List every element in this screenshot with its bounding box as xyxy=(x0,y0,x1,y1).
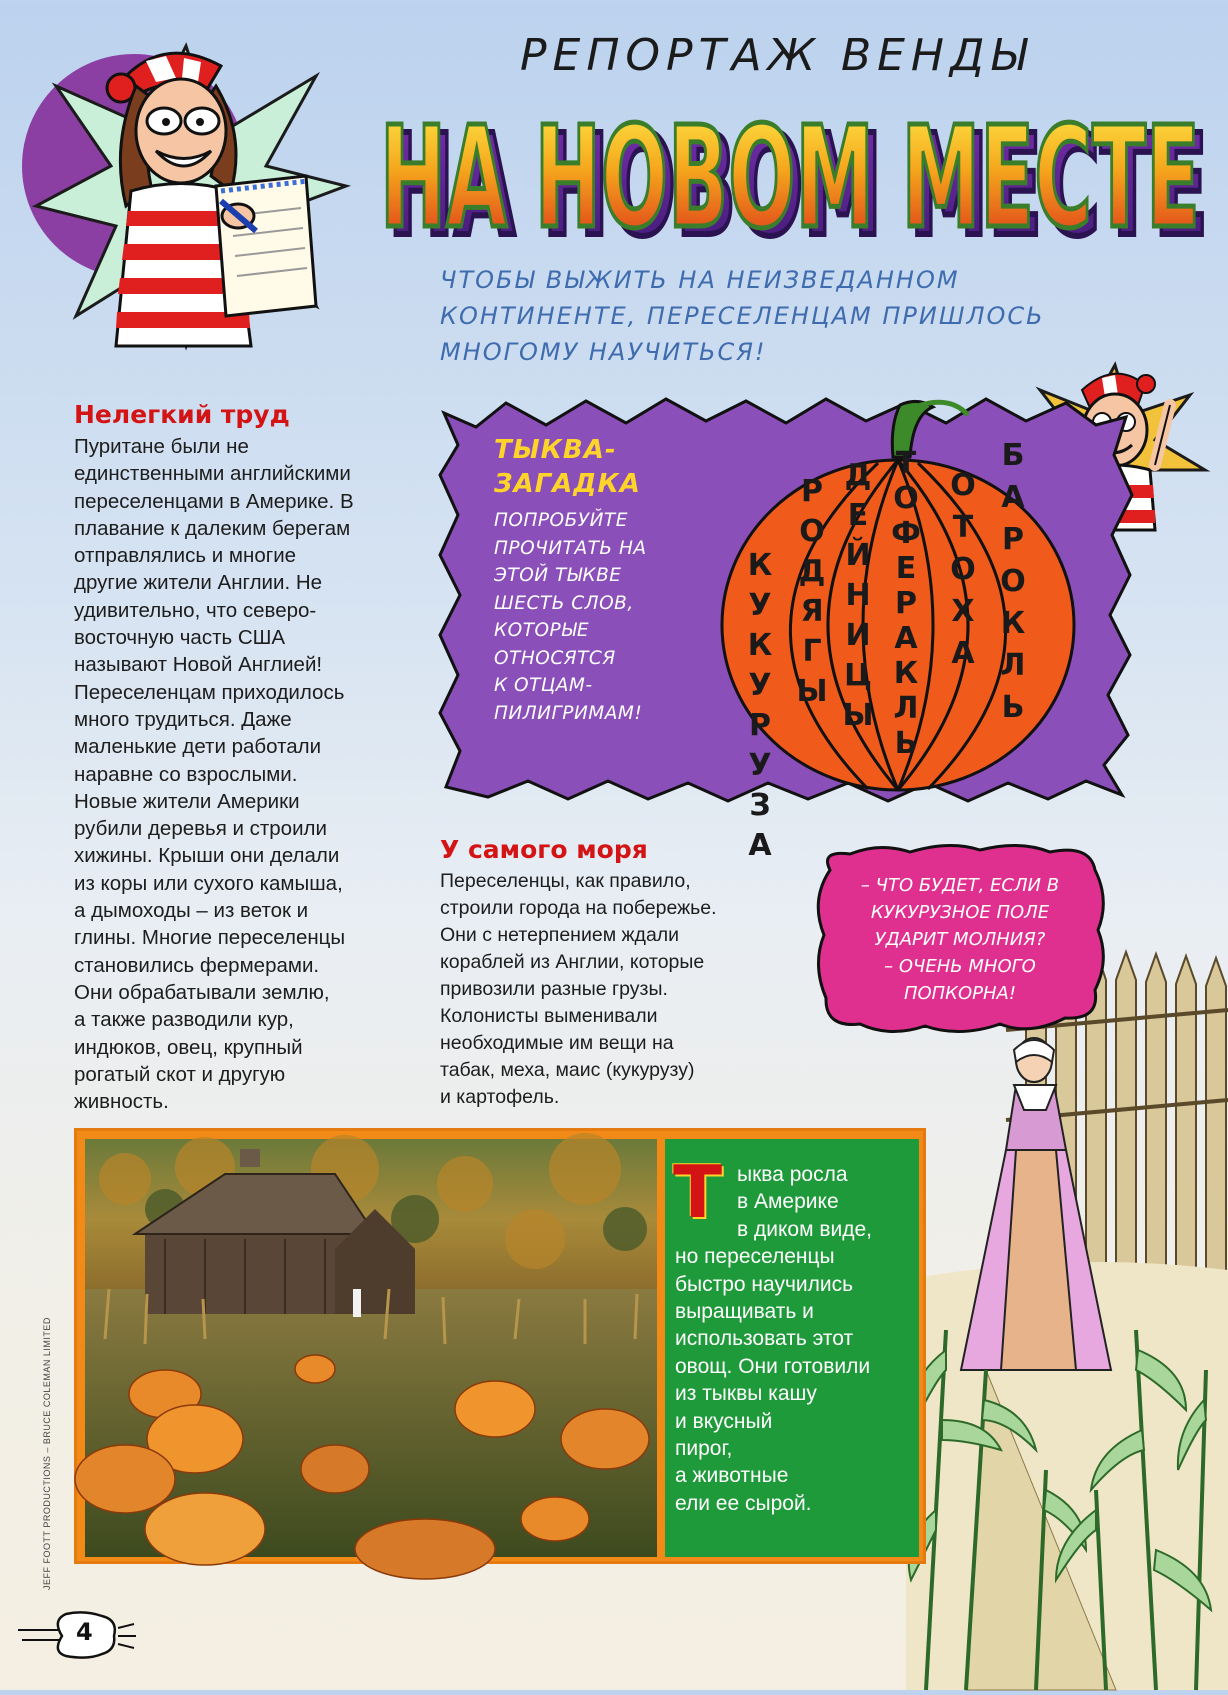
page-title xyxy=(370,97,1220,268)
puzzle-text-line: КОТОРЫЕ xyxy=(494,620,590,641)
text-line: маленькие дети работали xyxy=(74,735,322,759)
pumpkin-letter: З xyxy=(749,788,771,823)
pumpkin-letter: Н xyxy=(845,578,871,613)
pumpkin-letter: А xyxy=(1001,480,1025,515)
text-line: глины. Многие переселенцы xyxy=(74,926,346,950)
pumpkin-letter: А xyxy=(894,621,918,656)
section-body xyxy=(74,433,404,1115)
caption-line: ыква росла xyxy=(737,1163,848,1186)
text-line: Переселенцам приходилось xyxy=(74,680,345,704)
drop-cap: Т xyxy=(673,1150,723,1234)
section-hard-work xyxy=(74,400,404,1115)
puzzle-text-line: ПИЛИГРИМАМ! xyxy=(494,702,643,724)
text-line: много трудиться. Даже xyxy=(74,707,292,731)
puzzle-title-line: ТЫКВА- xyxy=(494,435,617,465)
header-lead xyxy=(440,262,1140,370)
pumpkin-letter: Л xyxy=(1000,648,1026,683)
pumpkin-letter: Т xyxy=(952,510,974,545)
pumpkin-letter: У xyxy=(748,668,772,703)
caption-line: в Америке xyxy=(737,1190,839,1214)
text-line: хижины. Крыши они делали xyxy=(74,844,340,868)
pumpkin-letter: Я xyxy=(800,594,824,629)
pumpkin-letter: Ы xyxy=(842,698,874,733)
text-line: Колонисты выменивали xyxy=(440,1005,658,1027)
pumpkin-letter: А xyxy=(748,828,772,863)
caption-line: использовать этот xyxy=(675,1327,854,1351)
pumpkin-field-photo xyxy=(85,1139,657,1557)
puzzle-text-line: ЭТОЙ ТЫКВЕ xyxy=(494,565,622,586)
caption-line: из тыквы кашу xyxy=(675,1382,817,1406)
pumpkin-letter: Р xyxy=(895,586,917,621)
text-line: другие жители Англии. Не xyxy=(74,571,323,595)
joke-bubble xyxy=(810,840,1110,1040)
pumpkin-letter: У xyxy=(748,748,772,783)
pumpkin-letter: Й xyxy=(845,538,871,573)
text-line: кораблей из Англии, которые xyxy=(440,951,705,973)
puzzle-title xyxy=(494,433,641,501)
lead-line: КОНТИНЕНТЕ, ПЕРЕСЕЛЕНЦАМ ПРИШЛОСЬ xyxy=(440,302,1045,330)
caption-line: ели ее сырой. xyxy=(675,1491,812,1515)
text-line: переселенцами в Америке. В xyxy=(74,489,354,513)
wenda-illustration xyxy=(16,16,416,376)
text-line: Они обрабатывали землю, xyxy=(74,980,330,1004)
pumpkin-letter: О xyxy=(950,552,976,587)
caption-line: но переселенцы xyxy=(675,1245,835,1269)
pumpkin-letter: Б xyxy=(1001,438,1025,473)
pumpkin-letter: Р xyxy=(749,708,771,743)
page-title-text: НА НОВОМ МЕСТЕ xyxy=(380,97,1200,260)
caption-line: в диком виде, xyxy=(737,1217,873,1241)
pumpkin-letter: Р xyxy=(801,474,823,509)
pumpkin-letter: Р xyxy=(1002,522,1024,557)
header-kicker: РЕПОРТАЖ ВЕНДЫ xyxy=(520,30,1033,81)
pumpkin-letter: Ь xyxy=(894,726,918,761)
page-title-shadow: НА НОВОМ МЕСТЕ xyxy=(388,105,1208,268)
text-line: Пуритане были не xyxy=(74,435,249,458)
joke-line: – ЧТО БУДЕТ, ЕСЛИ В xyxy=(860,875,1060,896)
settler-woman-illustration xyxy=(906,950,1228,1690)
photo-credit: JEFF FOOTT PRODUCTIONS – BRUCE COLEMAN LIMITED xyxy=(42,1317,52,1590)
puzzle-text-line: ПРОЧИТАТЬ НА xyxy=(494,537,647,559)
text-line: Новые жители Америки xyxy=(74,789,300,813)
caption-line: быстро научились xyxy=(675,1272,854,1296)
pumpkin-letter: У xyxy=(748,588,772,623)
pumpkin-letter: И xyxy=(845,618,871,653)
section-body xyxy=(440,868,800,1111)
text-line: необходимые им вещи на xyxy=(440,1032,674,1054)
pumpkin-letter: Т xyxy=(895,446,917,481)
pumpkin-letter: К xyxy=(893,656,919,691)
pumpkin-letter: Ы xyxy=(796,674,828,709)
text-line: восточную часть США xyxy=(74,626,286,650)
text-line: рогатый скот и другую xyxy=(74,1062,286,1086)
text-line: индюков, овец, крупный xyxy=(74,1035,303,1059)
pumpkin-letter: Л xyxy=(893,691,919,726)
lead-line: МНОГОМУ НАУЧИТЬСЯ! xyxy=(440,338,767,366)
pumpkin-letter: Ц xyxy=(844,658,872,693)
caption-line: овощ. Они готовили xyxy=(675,1354,871,1378)
text-line: привозили разные грузы. xyxy=(440,978,668,1000)
pumpkin-letter: Г xyxy=(802,634,822,669)
lead-line: ЧТОБЫ ВЫЖИТЬ НА НЕИЗВЕДАННОМ xyxy=(440,266,960,294)
caption-line: а животные xyxy=(675,1464,789,1488)
page-number: 4 xyxy=(76,1618,93,1646)
pumpkin-letter: А xyxy=(951,636,975,671)
text-line: становились фермерами. xyxy=(74,953,320,977)
puzzle-text-line: ШЕСТЬ СЛОВ, xyxy=(494,592,634,614)
pumpkin-caption xyxy=(665,1139,919,1557)
pumpkin-letter: К xyxy=(747,628,773,663)
text-line: наравне со взрослыми. xyxy=(74,762,298,786)
text-line: и картофель. xyxy=(440,1086,560,1108)
joke-line: – ОЧЕНЬ МНОГО xyxy=(884,956,1036,977)
puzzle-title-line: ЗАГАДКА xyxy=(494,469,641,499)
text-line: строили города на побережье. xyxy=(440,897,717,919)
text-line: рубили деревья и строили xyxy=(74,817,327,841)
text-line: а также разводили кур, xyxy=(74,1008,294,1032)
text-line: отправлялись и многие xyxy=(74,544,297,568)
pumpkin-letter: Х xyxy=(951,594,975,629)
page-number-badge xyxy=(18,1610,138,1660)
pumpkin-letter: Е xyxy=(895,551,917,586)
puzzle-instructions xyxy=(494,507,647,727)
text-line: единственными английскими xyxy=(74,462,351,486)
text-line: Переселенцы, как правило, xyxy=(440,870,691,892)
pumpkin-letter: Ф xyxy=(891,516,921,551)
pumpkin-letter: О xyxy=(1000,564,1026,599)
pumpkin-letter: О xyxy=(799,514,825,549)
section-heading: У самого моря xyxy=(440,835,648,864)
pumpkin-icon xyxy=(718,395,1078,863)
pumpkin-letter: О xyxy=(950,468,976,503)
pumpkin-letter: О xyxy=(893,481,919,516)
caption-line: выращивать и xyxy=(675,1300,814,1324)
pumpkin-letter: К xyxy=(1000,606,1026,641)
section-by-sea xyxy=(440,835,800,1111)
text-line: табак, меха, маис (кукурузу) xyxy=(440,1059,695,1081)
puzzle-text-line: ОТНОСЯТСЯ xyxy=(494,647,616,669)
section-heading: Нелегкий труд xyxy=(74,400,290,429)
joke-text xyxy=(810,872,1110,1007)
joke-line: УДАРИТ МОЛНИЯ? xyxy=(874,929,1046,950)
pumpkin-letter: Е xyxy=(847,498,869,533)
text-line: называют Новой Англией! xyxy=(74,653,323,677)
text-line: Они с нетерпением ждали xyxy=(440,924,680,946)
pumpkin-letter: Д xyxy=(844,458,872,493)
text-line: из коры или сухого камыша, xyxy=(74,871,343,895)
pumpkin-letter: К xyxy=(747,548,773,583)
text-line: плавание к далеким берегам xyxy=(74,516,351,540)
text-line: удивительно, что северо- xyxy=(74,598,317,622)
text-line: живность. xyxy=(74,1090,169,1114)
pumpkin-letter: Д xyxy=(798,554,826,589)
puzzle-text-line: К ОТЦАМ- xyxy=(494,675,593,696)
caption-line: и вкусный xyxy=(675,1409,773,1433)
joke-line: ПОПКОРНА! xyxy=(903,983,1017,1004)
pumpkin-photo-block xyxy=(74,1128,926,1564)
pumpkin-letter: Ь xyxy=(1001,690,1025,725)
text-line: а дымоходы – из веток и xyxy=(74,899,309,923)
puzzle-text-line: ПОПРОБУЙТЕ xyxy=(494,510,628,531)
caption-body xyxy=(675,1161,872,1517)
joke-line: КУКУРУЗНОЕ ПОЛЕ xyxy=(870,902,1050,923)
caption-line: пирог, xyxy=(675,1437,733,1461)
